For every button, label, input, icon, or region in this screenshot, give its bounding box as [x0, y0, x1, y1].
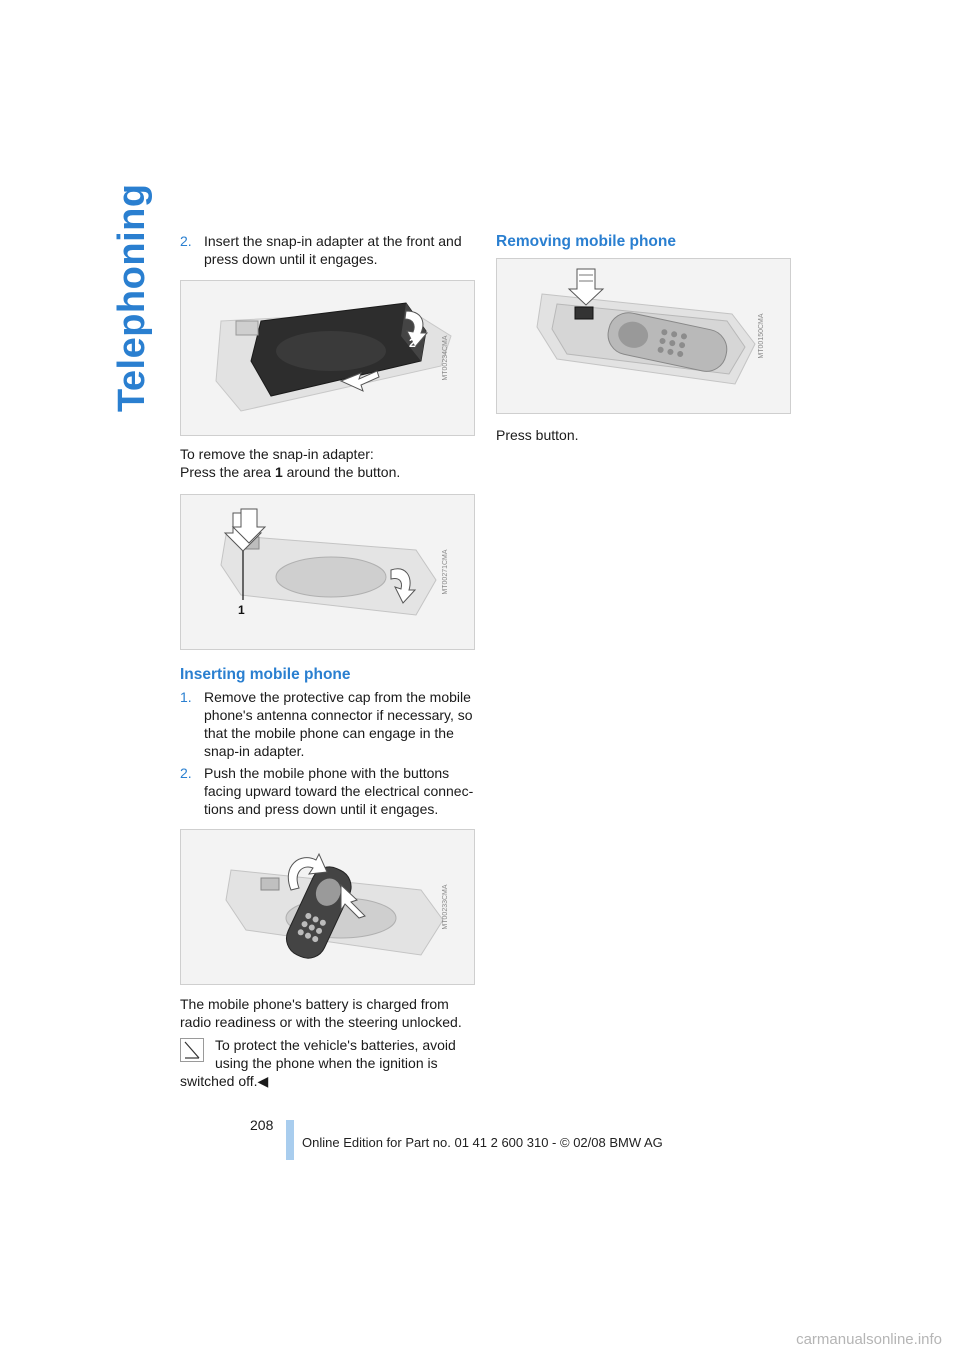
step-text-line: phone's antenna connector if necessary, so: [204, 707, 473, 723]
step-text-line: Insert the snap-in adapter at the front and: [204, 233, 462, 249]
adapter-illustration: [181, 281, 474, 435]
figure-code: MT00150CMA: [757, 313, 765, 359]
figure-code: MT00234CMA: [441, 335, 449, 381]
note-text-end: switched off.◀: [180, 1073, 269, 1089]
callout-2: 2: [409, 336, 416, 350]
note-text: [215, 1036, 485, 1072]
step-text-line: snap-in adapter.: [204, 743, 305, 759]
phone-insert-illustration: [181, 830, 474, 984]
press-button-text: Press button.: [496, 427, 579, 443]
figure-adapter-insert: [180, 280, 475, 436]
section-heading-removing: Removing mobile phone: [496, 233, 676, 250]
step-text-line: facing upward toward the electrical connec-: [204, 783, 474, 799]
remove-adapter-text: [180, 445, 480, 481]
step-text-line: tions and press down until it engages.: [204, 801, 439, 817]
step-text-line: that the mobile phone can engage in the: [204, 725, 454, 741]
text-line: radio readiness or with the steering unlocked.: [180, 1014, 462, 1030]
watermark-logo: carmanualsonline.info: [796, 1331, 942, 1348]
note-icon: [180, 1038, 204, 1067]
edition-footer: Online Edition for Part no. 01 41 2 600 310 - © 02/08 BMW AG: [302, 1135, 663, 1150]
text-line: To remove the snap-in adapter:: [180, 446, 374, 462]
adapter-remove-illustration: [181, 495, 474, 649]
figure-phone-insert: [180, 829, 475, 985]
step-text-line: press down until it engages.: [204, 251, 378, 267]
page-number: 208: [250, 1117, 274, 1133]
step-text-line: Push the mobile phone with the buttons: [204, 765, 450, 781]
step-2-push-phone: [180, 764, 480, 818]
footer-accent-bar: [286, 1120, 294, 1160]
step-number: 2.: [180, 765, 192, 781]
phone-remove-illustration: [497, 259, 790, 413]
step-text-line: Remove the protective cap from the mobile: [204, 689, 471, 705]
chapter-title: Telephoning: [111, 183, 153, 412]
step-2-insert-adapter: [180, 232, 480, 272]
text-line: To protect the vehicle's batteries, avoid: [215, 1037, 456, 1053]
area-label: 1: [274, 464, 283, 480]
battery-text: [180, 995, 480, 1031]
step-number: 1.: [180, 689, 192, 705]
figure-adapter-remove: [180, 494, 475, 650]
figure-code: MT00271CMA: [441, 549, 449, 595]
figure-code: MT00233CMA: [441, 884, 449, 930]
text-line: The mobile phone's battery is charged from: [180, 996, 449, 1012]
text-line: using the phone when the ignition is: [215, 1055, 438, 1071]
step-number: 2.: [180, 233, 192, 249]
step-1-remove-cap: [180, 688, 480, 760]
section-heading-inserting: Inserting mobile phone: [180, 666, 351, 683]
callout-1: 1: [238, 603, 245, 617]
text-line: Press the area 1 around the button.: [180, 464, 401, 480]
figure-phone-remove: [496, 258, 791, 414]
